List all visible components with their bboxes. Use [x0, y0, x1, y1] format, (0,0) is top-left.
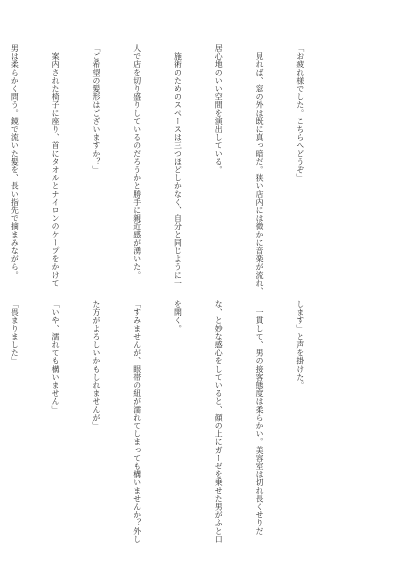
text-line: 居心地のいい空間を演出している。 [214, 44, 224, 174]
text-line: 「ご希望の髪形はございますか？」 [91, 44, 101, 174]
upper-text-block [0, 44, 334, 296]
text-line: します」と声を掛けた。 [295, 300, 305, 390]
text-line: な、と妙な感心をしていると、顔の上にガーゼを乗せた男がふと口 [214, 300, 224, 543]
lower-text-block [0, 300, 334, 546]
text-line: 施術のためのスペースは三つほどしかなく、自分と同じように一 [173, 44, 183, 287]
text-line: 「お疲れ様でした。こちらへどうぞ」 [295, 44, 305, 182]
text-line: た方がよろしいかもしれませんが」 [91, 300, 101, 430]
text-line: 一貫して、男の接客態度は柔らかい。美容室は切れ長くせりだ [255, 300, 265, 535]
text-line: を開く。 [173, 300, 183, 333]
text-line: 見れば、窓の外は既に真っ暗だ。狭い店内には微かに音楽が流れ、 [255, 44, 265, 296]
text-line: 「いや、濡れても構いません」 [51, 300, 61, 414]
text-line: 「畏まりました」 [10, 300, 20, 365]
text-line: 案内された椅子に座り、首にタオルとナイロンのケープをかけて [51, 44, 61, 287]
text-line: 男は柔らかく問う。鏡で流いた髪を、長い指先で摘まみながら。 [10, 44, 20, 279]
text-line: 「すみませんが、眼帯の紐が濡れてしまっても構いませんか？外し [132, 300, 142, 543]
text-line: 人で店を切り盛りしているのだろうかと勝手に親近感が湧いた。 [132, 44, 142, 279]
